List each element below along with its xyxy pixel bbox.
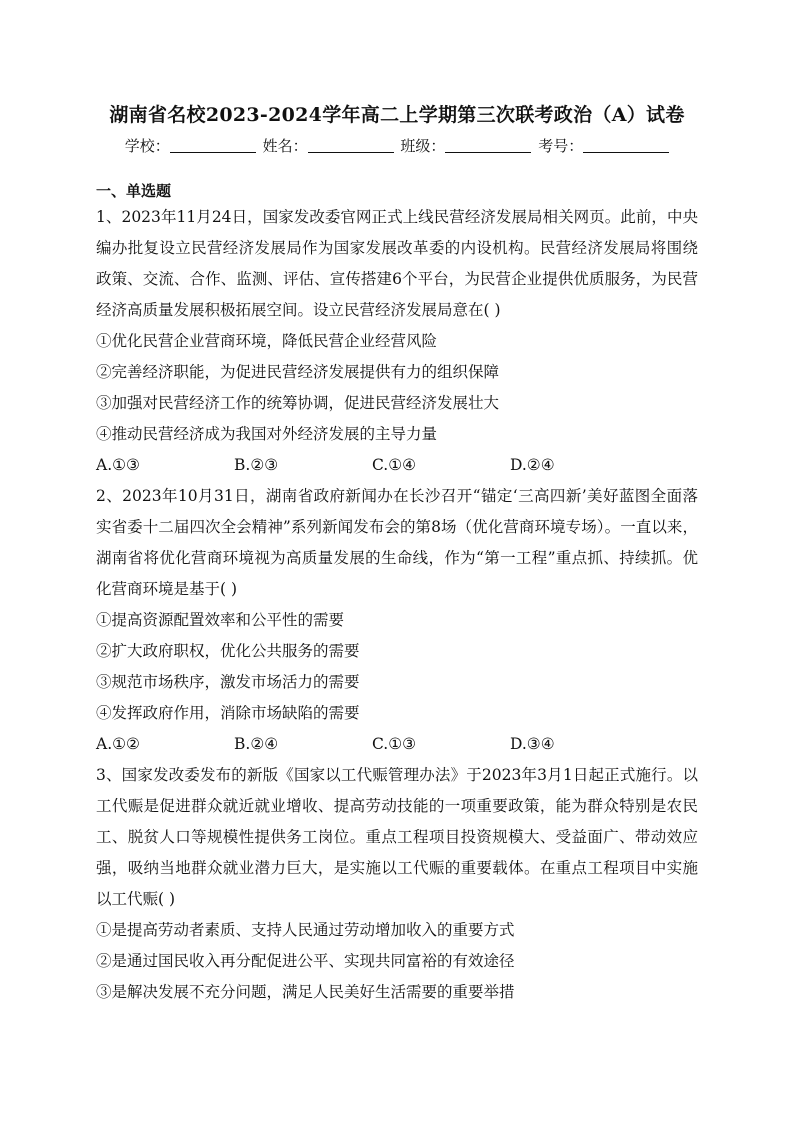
- choice-a: A.①③: [96, 456, 140, 474]
- id-field: [538, 135, 669, 156]
- student-info-line: [0, 135, 794, 156]
- name-field: [263, 135, 394, 156]
- question-stem: 1、2023年11月24日，国家发改委官网正式上线民营经济发展局相关网页。此前，中央编办批复设立民营经济发展局作为国家发展改革委的内设机构。民营经济发展局将围绕政策、交流、合作、监测、评估、宣传搭建6个平台，为民营企业提供优质服务，为民营经济高质量发展积极拓展空间。设立民营经济发展局意在( ): [96, 208, 698, 319]
- statement-option: ④发挥政府作用，消除市场缺陷的需要: [96, 704, 360, 722]
- statement-option: ①提高资源配置效率和公平性的需要: [96, 611, 345, 629]
- question-1: [96, 202, 698, 481]
- choice-b: B.②③: [234, 456, 279, 474]
- id-label: 考号：: [538, 137, 584, 155]
- school-blank: [170, 138, 256, 153]
- class-blank: [445, 138, 531, 153]
- statement-option: ②是通过国民收入再分配促进公平、实现共同富裕的有效途径: [96, 952, 515, 970]
- choice-d: D.②④: [510, 456, 555, 474]
- name-label: 姓名：: [262, 137, 308, 155]
- answer-choices: [96, 450, 698, 481]
- statement-option: ②完善经济职能，为促进民营经济发展提供有力的组织保障: [96, 363, 500, 381]
- class-label: 班级：: [400, 137, 446, 155]
- class-field: [400, 135, 531, 156]
- choice-c: C.①④: [372, 456, 417, 474]
- question-2: [96, 481, 698, 760]
- question-3: [96, 760, 698, 1008]
- name-blank: [308, 138, 394, 153]
- statement-option: ③是解决发展不充分问题，满足人民美好生活需要的重要举措: [96, 983, 515, 1001]
- choice-d: D.③④: [510, 735, 555, 753]
- question-stem: 3、国家发改委发布的新版《国家以工代赈管理办法》于2023年3月1日起正式施行。以工代赈是促进群众就近就业增收、提高劳动技能的一项重要政策，能为群众特别是农民工、脱贫人口等规模性提供务工岗位。重点工程项目投资规模大、受益面广、带动效应强，吸纳当地群众就业潜力巨大，是实施以工代赈的重要载体。在重点工程项目中实施以工代赈( ): [96, 766, 698, 908]
- statement-option: ①优化民营企业营商环境，降低民营企业经营风险: [96, 332, 438, 350]
- section-title: 一、单选题: [96, 182, 172, 200]
- id-blank: [583, 138, 669, 153]
- choice-b: B.②④: [234, 735, 279, 753]
- exam-title: 湖南省名校2023-2024学年高二上学期第三次联考政治（A）试卷: [109, 104, 685, 126]
- answer-choices: [96, 729, 698, 760]
- choice-c: C.①③: [372, 735, 417, 753]
- statement-option: ②扩大政府职权，优化公共服务的需要: [96, 642, 360, 660]
- statement-option: ④推动民营经济成为我国对外经济发展的主导力量: [96, 425, 438, 443]
- questions-area: [96, 202, 698, 1008]
- statement-option: ③规范市场秩序，激发市场活力的需要: [96, 673, 360, 691]
- statement-option: ①是提高劳动者素质、支持人民通过劳动增加收入的重要方式: [96, 921, 515, 939]
- school-label: 学校：: [124, 137, 170, 155]
- statement-option: ③加强对民营经济工作的统筹协调，促进民营经济发展壮大: [96, 394, 500, 412]
- question-stem: 2、2023年10月31日，湖南省政府新闻办在长沙召开“锚定‘三高四新’美好蓝图全面落实省委十二届四次全会精神”系列新闻发布会的第8场（优化营商环境专场）。一直以来，湖南省将优化营商环境视为高质量发展的生命线，作为“第一工程”重点抓、持续抓。优化营商环境是基于( ): [96, 487, 698, 598]
- choice-a: A.①②: [96, 735, 140, 753]
- school-field: [125, 135, 256, 156]
